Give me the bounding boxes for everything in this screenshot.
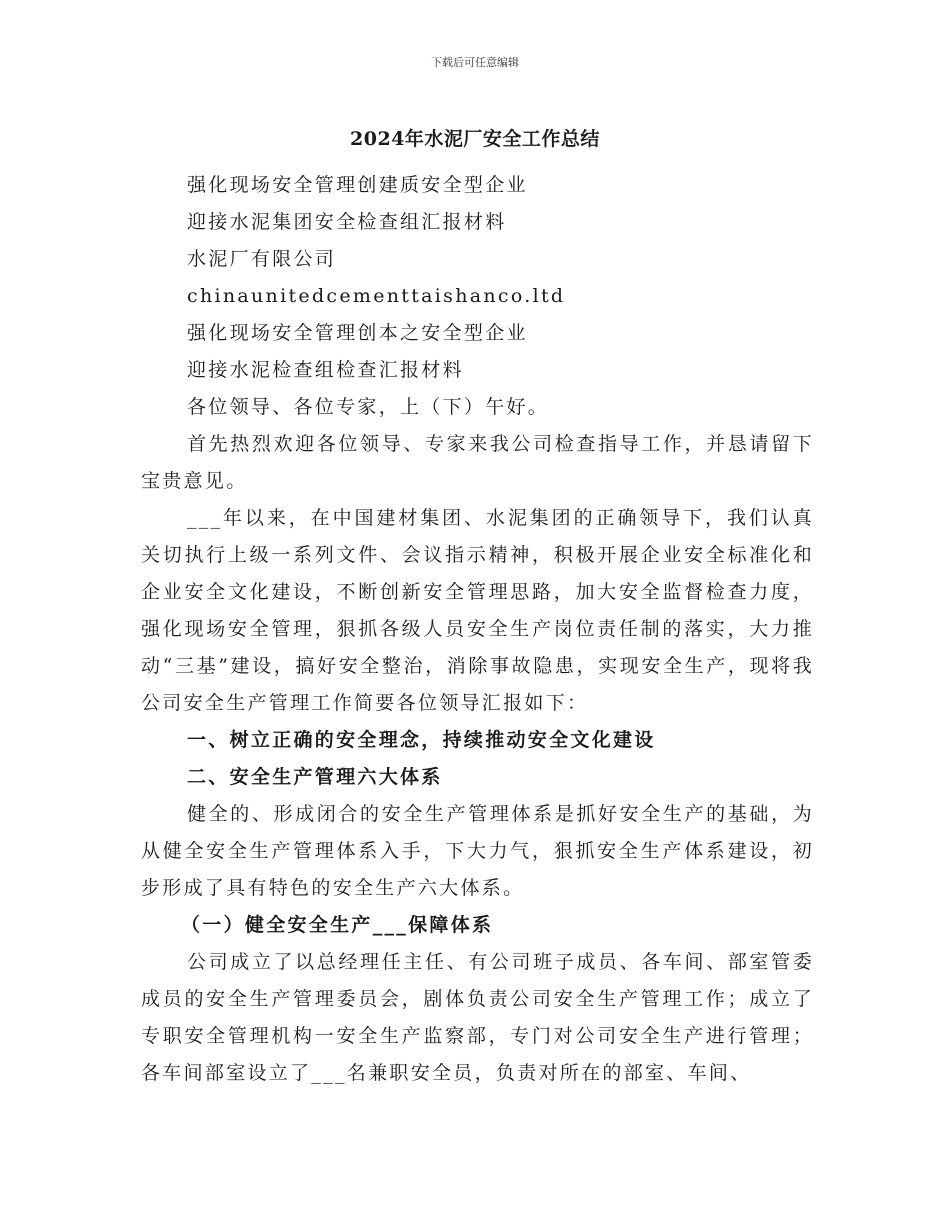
paragraph-welcome: 首先热烈欢迎各位领导、专家来我公司检查指导工作，并恳请留下宝贵意见。: [141, 433, 814, 492]
subsection-heading-1: （一）健全安全生产___保障体系: [181, 914, 494, 936]
section-heading-2: 二、安全生产管理六大体系: [187, 766, 443, 788]
paragraph-intro: ___年以来，在中国建材集团、水泥集团的正确领导下，我们认真关切执行上级一系列文件、会议指示精神，积极开展企业安全标准化和企业安全文化建设，不断创新安全管理思路，加大安全监督检查力度，强化现场安全管理，狠抓各级人员安全生产岗位责任制的落实，大力推动“三基”建设，搞好安全整治，消除事故隐患，实现安全生产，现将我公司安全生产管理工作简要各位领导汇报如下：: [141, 507, 814, 714]
document-body: [141, 167, 814, 1092]
line-report-materials: 迎接水泥集团安全检查组汇报材料: [187, 211, 507, 233]
line-company-name: 水泥厂有限公司: [187, 248, 337, 270]
line-greeting: 各位领导、各位专家，上（下）午好。: [187, 396, 550, 418]
document-title: 2024年水泥厂安全工作总结: [350, 128, 600, 150]
line-strengthen-site-safety: 强化现场安全管理创建质安全型企业: [187, 174, 528, 196]
line-inspection-report: 迎接水泥检查组检查汇报材料: [187, 359, 464, 381]
line-company-english-name: chinaunitedcementtaishanco.ltd: [187, 285, 566, 307]
section-heading-1: 一、树立正确的安全理念，持续推动安全文化建设: [187, 729, 656, 751]
paragraph-committee: 公司成立了以总经理任主任、有公司班子成员、各车间、部室管委成员的安全生产管理委员会，剧体负责公司安全生产管理工作；成立了专职安全管理机构一安全生产监察部，专门对公司安全生产进行管理；各车间部室设立了___名兼职安全员，负责对所在的部室、车间、: [141, 951, 814, 1084]
paragraph-system-intro: 健全的、形成闭合的安全生产管理体系是抓好安全生产的基础，为从健全安全生产管理体系入手，下大力气，狠抓安全生产体系建设，初步形成了具有特色的安全生产六大体系。: [141, 803, 814, 899]
line-strengthen-site-safety-2: 强化现场安全管理创本之安全型企业: [187, 322, 528, 344]
header-note: 下载后可任意编辑: [431, 56, 519, 69]
